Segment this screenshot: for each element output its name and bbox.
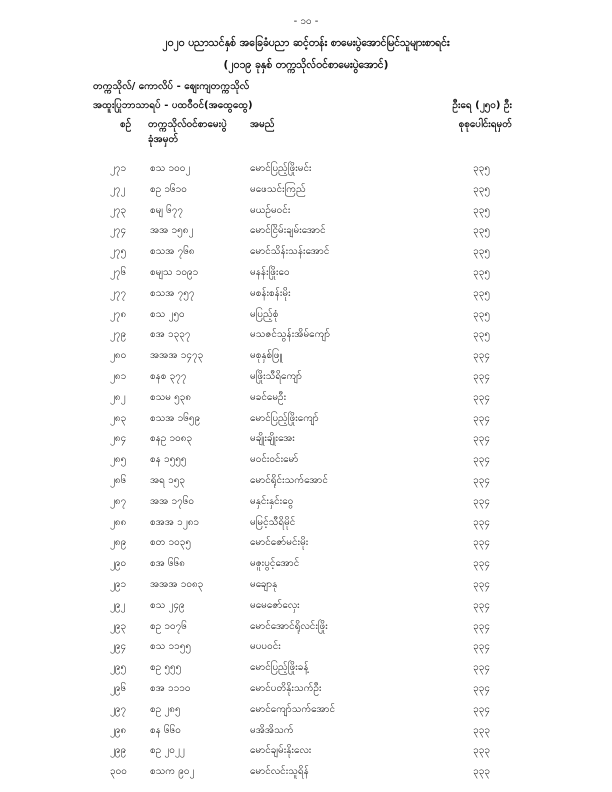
student-name: မခင်မေဦး [250,391,287,403]
row-number: ၂၉၉ [110,745,127,757]
row-number: ၂၉၈ [110,724,127,736]
total-score: ၃၃၅ [473,163,490,174]
roll-number: အအ ၁၅၈၂ [150,225,194,237]
total-score: ၃၃၄ [473,433,490,445]
row-number: ၂၉၅ [110,662,127,674]
row-number: ၂၈၁ [110,370,127,382]
total-score: ၃၃၄ [473,662,490,674]
student-name: မောင်ပြည့်ဖြိုးကျော် [250,412,319,424]
row-number: ၂၉၃ [110,620,127,632]
row-number: ၂၉၆ [110,682,127,694]
total-score: ၃၃၅ [473,183,490,195]
column-header-score: စုစုပေါင်းရမှတ် [458,119,512,130]
column-header-no: စဉ် [120,119,132,130]
row-number: ၂၉၀ [110,558,127,570]
roll-number: စသ ၁၀၀၂ [150,163,191,174]
roll-number: အရ ၁၅၃ [150,474,185,486]
student-name: မောင်ငြိမ်းချမ်းအောင် [250,225,326,237]
university-line: တက္ကသိုလ်/ ကောလိပ် - ဈေးကျတက္ကသိုလ် [93,81,250,92]
total-score: ၃၃၄ [473,412,490,424]
student-name: မောင်အောင်ရိုလင်းဖြိုး [250,620,328,632]
total-score: ၃၃၄ [473,537,490,549]
table-row [0,284,612,305]
student-name: မယဥ်မဝင်း [250,204,291,216]
row-number: ၂၈၅ [110,454,127,466]
total-score: ၃၃၅ [473,266,490,278]
total-score: ၃၃၅ [473,246,490,258]
table-row [0,201,612,222]
row-number: ၂၈၈ [110,516,127,528]
roll-number: အအ ၁၇၆၀ [150,495,195,507]
row-number: ၂၇၇ [110,287,127,299]
row-number: ၂၈၄ [110,433,127,445]
row-number: ၂၇၈ [110,308,127,320]
total-score: ၃၃၄ [473,495,490,507]
student-name: မောင်ဇော်မင်းမိုး [250,537,309,549]
roll-number: စအ ၁၁၁၀ [150,682,191,694]
student-name: မမေဇော်လှေး [250,599,300,611]
student-name: မနှင်းနှင်းဝွေ [250,495,294,507]
row-number: ၂၇၄ [110,225,127,237]
roll-number: စသ ၂၅၀ [150,308,185,320]
roll-number: စအ ၆၆၈ [150,558,185,570]
student-name: မောင်ပြည့်ဖြိုးမင်း [250,163,312,174]
total-score: ၃၃၄ [473,370,490,382]
student-name: မဇူးပွင့်အောင် [250,558,300,570]
row-number: ၂၈၃ [110,412,127,424]
total-score: ၃၃၄ [473,558,490,570]
roll-number: အအအ ၁၄၇၃ [150,350,204,362]
total-score: ၃၃၄ [473,682,490,694]
table-row [0,575,612,596]
row-number: ၂၈၂ [110,391,126,403]
total-score: ၃၃၅ [473,329,490,341]
row-number: ၂၇၉ [110,329,127,341]
row-number: ၂၉၂ [110,599,126,611]
roll-number: စန ၆၆၀ [150,724,181,736]
table-row [0,617,612,638]
student-name: မဝင်းဝင်းမော် [250,454,299,466]
student-name: မချိုးချိုးအေး [250,433,295,445]
total-score: ၃၃၄ [473,391,490,403]
student-name: မပပဝင်း [250,641,281,653]
table-row [0,492,612,513]
roll-number: စနစ ၃၇၇ [150,370,187,382]
row-number: ၂၈၉ [110,537,127,549]
row-number: ၂၇၃ [110,204,127,216]
student-name: မောင်ရိုင်းသက်အောင် [250,474,328,486]
roll-number: စဥ ၁၆၁၀ [150,183,187,195]
results-list [0,159,612,783]
roll-number: စဥ ၅၅၅ [150,662,182,674]
total-score: ၃၃၄ [473,703,490,715]
row-number: ၂၇၁ [110,163,127,174]
row-number: ၂၈၇ [110,495,127,507]
total-score: ၃၃၄ [473,620,490,632]
table-row [0,263,612,284]
roll-number: စသ ၂၄၉ [150,599,185,611]
roll-number: စအအ ၁၂၈၁ [150,516,200,528]
student-name: မဖေသင်းကြည် [250,183,306,195]
total-score: ၃၃၅ [473,225,490,237]
table-row [0,242,612,263]
table-row [0,429,612,450]
table-row [0,388,612,409]
row-number: ၂၇၂ [110,183,126,195]
table-row [0,450,612,471]
total-score: ၃၃၅ [473,204,490,216]
table-row [0,533,612,554]
student-name: မသဇင်သွန်းအိမ်ကျော် [250,329,331,341]
table-row [0,762,612,783]
table-row [0,221,612,242]
student-name: မောင်ပြည့်ဖြိုးခန့် [250,662,309,674]
total-score: ၃၃၅ [473,287,490,299]
student-name: မောင်ကျော်သက်အောင် [250,703,336,715]
total-score: ၃၃၄ [473,454,490,466]
document-title: ၂၀၂၀ ပညာသင်နှစ် အခြေခံပညာ ဆင့်တန်း စာမေးပွဲအောင်မြင်သူများစာရင်း [162,37,450,49]
student-name: မနန်းဖြိုးဝေ [250,266,290,278]
table-row [0,367,612,388]
student-name: မချောနု [250,578,278,590]
total-score: ၃၃၄ [473,350,490,362]
table-row [0,513,612,534]
total-score: ၃၃၃ [473,745,490,757]
roll-number: စသက ၉၀၂ [150,766,195,778]
roll-number: စသ ၁၁၅၅ [150,641,191,653]
row-number: ၂၉၇ [110,703,127,715]
total-score: ၃၃၄ [473,641,490,653]
student-name: မပြည့်စုံ [250,308,279,320]
table-row [0,741,612,762]
table-row [0,159,612,180]
table-row [0,679,612,700]
roll-number: စသအ ၇၅၇ [150,287,195,299]
total-score: ၃၃၄ [473,578,490,590]
table-row [0,471,612,492]
table-row [0,721,612,742]
student-name: မအိအိသက် [250,724,294,736]
row-number: ၂၈၆ [110,474,127,486]
subject-line: အထူးပြုဘာသာရပ် - ပထဝီဝင်(အထွေထွေ) [93,100,253,111]
table-row [0,554,612,575]
table-row [0,305,612,326]
roll-number: အအအ ၁၀၈၃ [150,578,204,590]
table-row [0,658,612,679]
table-row [0,180,612,201]
roll-number: စမျ ၆၇၇ [150,204,183,216]
roll-number: စဥ ၂၈၅ [150,703,181,715]
row-number: ၂၇၆ [110,266,127,278]
roll-number: စမျသ ၁၀၉၁ [150,266,199,278]
roll-number: စန ၁၅၅၅ [150,454,187,466]
total-score: ၃၃၄ [473,516,490,528]
row-number: ၂၇၅ [110,246,127,258]
student-name: မောင်သိန်းသန်းအောင် [250,246,330,258]
student-name: မစုနှစ်ဖြူ [250,350,283,362]
document-subtitle: (၂၀၁၉ ခုနှစ် တက္ကသိုလ်ဝင်စာမေးပွဲအောင်) [223,59,389,71]
total-score: ၃၃၃ [473,724,490,736]
table-row [0,346,612,367]
total-score: ၃၃၄ [473,599,490,611]
table-row [0,409,612,430]
roll-number: စနဥ ၁၀၈၃ [150,433,193,445]
student-name: မစန်းစန်းမိုး [250,287,291,299]
column-header-roll-sub: ခုံအမှတ် [148,134,179,145]
roll-number: စအ ၁၃၃၇ [150,329,191,341]
column-header-name: အမည် [250,119,275,130]
table-row [0,637,612,658]
student-name: မောင်လင်းသူရိန် [250,766,309,778]
table-row [0,596,612,617]
column-header-roll: တက္ကသိုလ်ဝင်စာမေးပွဲ [148,119,227,130]
student-name: မောင်ပတိနိုးသက်ဦး [250,682,322,694]
roll-number: စသမ ၅၃၈ [150,391,192,403]
table-row [0,700,612,721]
total-score: ၃၃၃ [473,766,490,778]
student-name: မမြင့်သီရိမိုင် [250,516,296,528]
roll-number: စဥ ၂၀၂၂ [150,745,185,757]
total-score: ၃၃၅ [473,308,490,320]
roll-number: စသအ ၁၆၅၉ [150,412,201,424]
roll-number: စတ ၁၀၃၅ [150,537,192,549]
row-number: ၂၉၁ [110,578,127,590]
student-name: မဖြိုးသီရိကျော် [250,370,302,382]
row-number: ၂၈၀ [110,350,127,362]
total-count: ဦးရေ (၂၅၀) ဦး [452,100,512,111]
row-number: ၂၉၄ [110,641,127,653]
total-score: ၃၃၄ [473,474,490,486]
table-row [0,325,612,346]
roll-number: စဥ ၁၀၇၆ [150,620,187,632]
row-number: ၃၀၀ [110,766,127,778]
page-number: - ၁၀ - [293,16,319,27]
student-name: မောင်ချမ်းနိုးလေး [250,745,312,757]
roll-number: စသအ ၇၆၈ [150,246,195,258]
